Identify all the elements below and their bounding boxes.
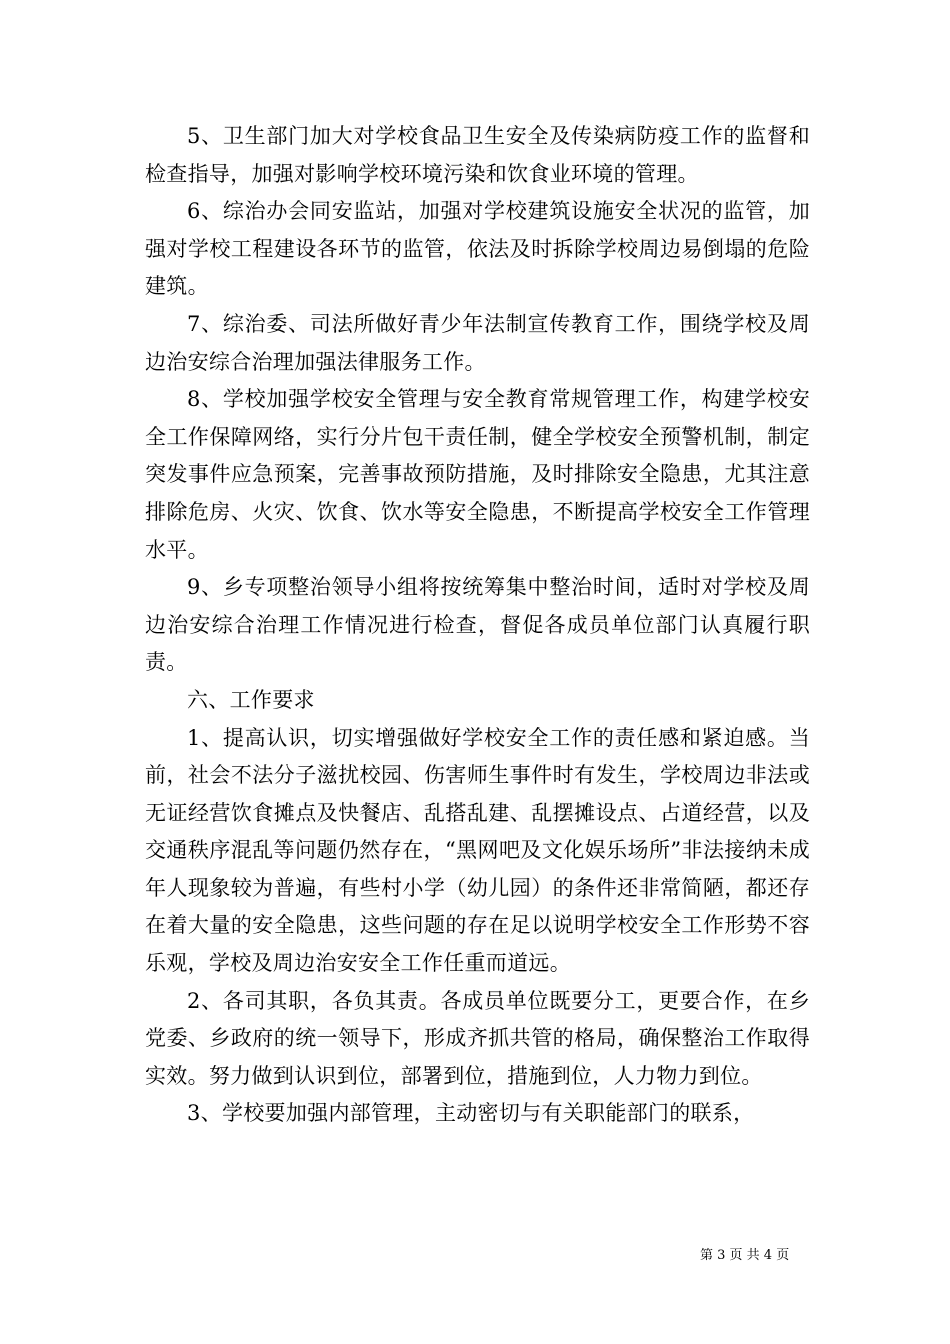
section-heading-work-requirements: 六、工作要求 (187, 687, 315, 712)
requirement-item-1: 1、提高认识，切实增强做好学校安全工作的责任感和紧迫感。当前，社会不法分子滋扰校园、伤害师生事件时有发生，学校周边非法或无证经营饮食摊点及快餐店、乱搭乱建、乱摆摊设点、占道经营，以及交通秩序混乱等问题仍然存在，“黑网吧及文化娱乐场所”非法接纳未成年人现象较为普遍，有些村小学（幼儿园）的条件还非常简陋，都还存在着大量的安全隐患，这些问题的存在足以说明学校安全工作形势不容乐观，学校及周边治安安全工作任重而道远。 (145, 725, 810, 976)
paragraph-item-9: 9、乡专项整治领导小组将按统筹集中整治时间，适时对学校及周边治安综合治理工作情况进行检查，督促各成员单位部门认真履行职责。 (145, 575, 810, 675)
requirement-item-2: 2、各司其职，各负其责。各成员单位既要分工，更要合作，在乡党委、乡政府的统一领导下，形成齐抓共管的格局，确保整治工作取得实效。努力做到认识到位，部署到位，措施到位，人力物力到位。 (145, 988, 810, 1088)
paragraph-item-6: 6、综治办会同安监站，加强对学校建筑设施安全状况的监管，加强对学校工程建设各环节的监管，依法及时拆除学校周边易倒塌的危险建筑。 (145, 199, 810, 299)
paragraph-item-7: 7、综治委、司法所做好青少年法制宣传教育工作，围绕学校及周边治安综合治理加强法律服务工作。 (145, 311, 810, 374)
document-body (145, 118, 810, 1133)
page-number: 第 3 页 共 4 页 (700, 1248, 790, 1263)
paragraph-item-8: 8、学校加强学校安全管理与安全教育常规管理工作，构建学校安全工作保障网络，实行分片包干责任制，健全学校安全预警机制，制定突发事件应急预案，完善事故预防措施，及时排除安全隐患，尤其注意排除危房、火灾、饮食、饮水等安全隐患，不断提高学校安全工作管理水平。 (145, 387, 810, 562)
requirement-item-3: 3、学校要加强内部管理，主动密切与有关职能部门的联系， (187, 1101, 755, 1126)
paragraph-item-5: 5、卫生部门加大对学校食品卫生安全及传染病防疫工作的监督和检查指导，加强对影响学校环境污染和饮食业环境的管理。 (145, 124, 810, 186)
